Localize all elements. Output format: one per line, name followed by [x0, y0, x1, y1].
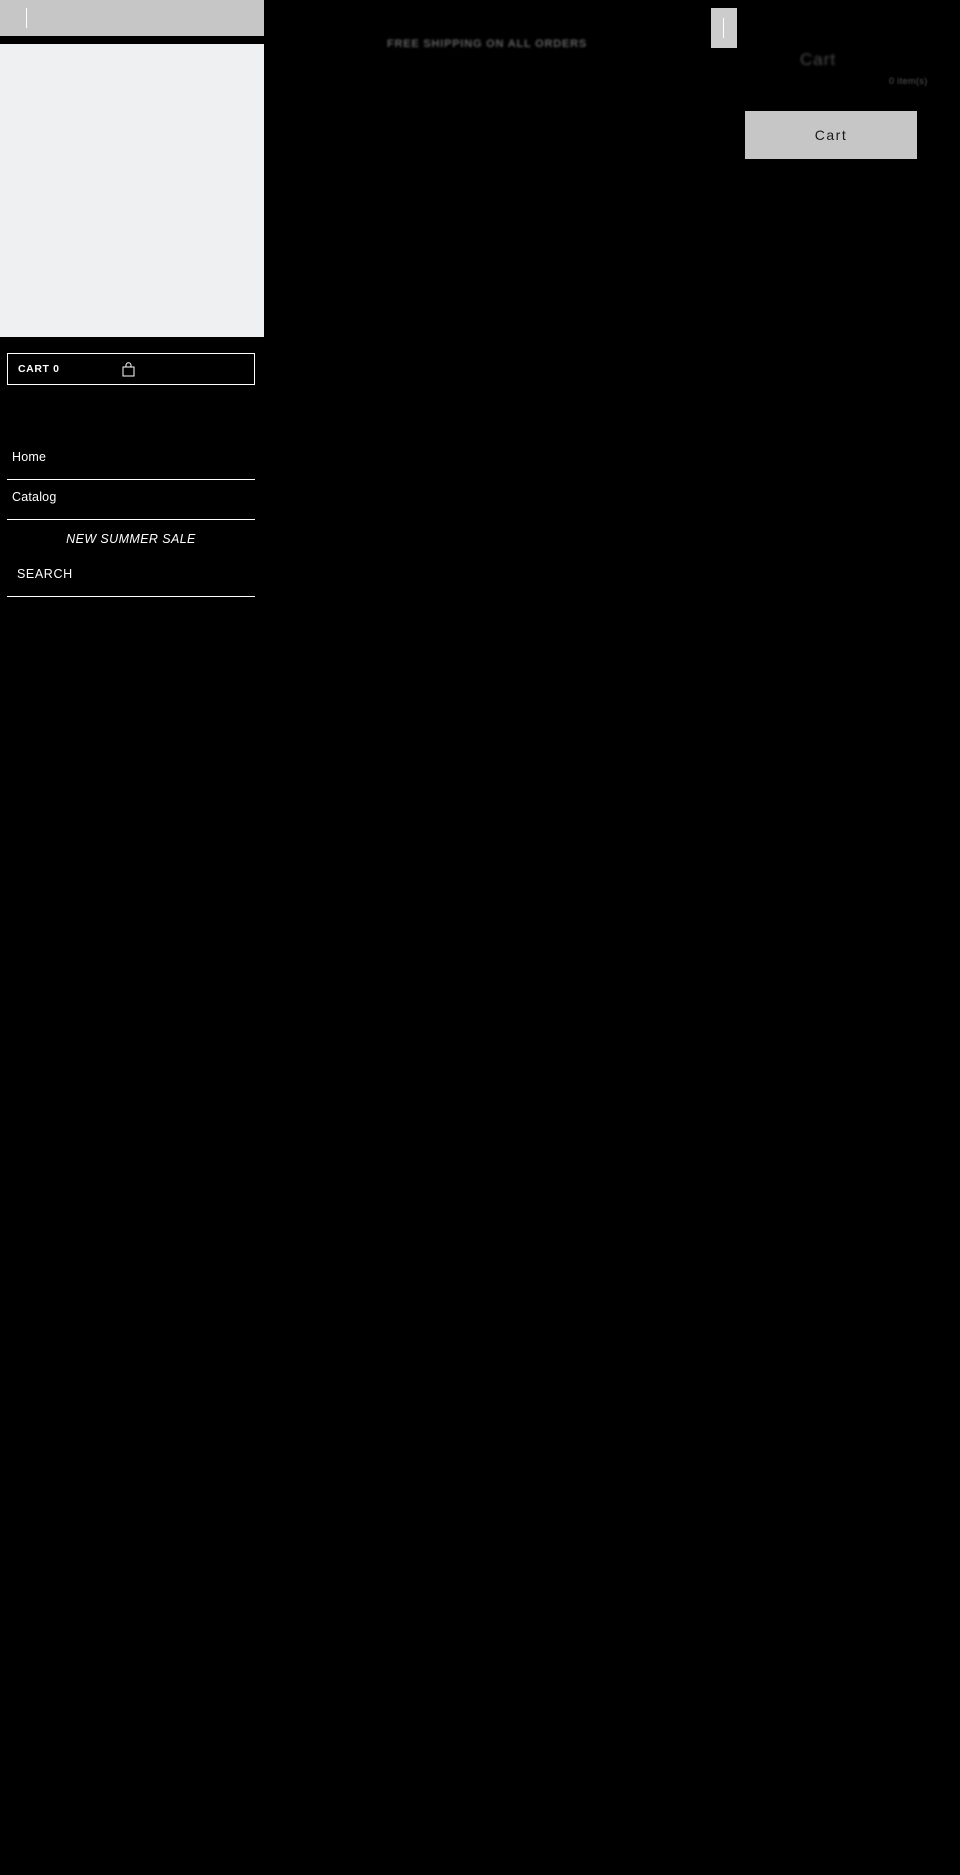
cart-item-count: 0 item(s) [889, 76, 928, 86]
announcement-bar-text: FREE SHIPPING ON ALL ORDERS [386, 38, 588, 50]
sidebar-item-label: Catalog [12, 490, 57, 504]
text-cursor-icon [26, 8, 27, 28]
search-input[interactable] [7, 560, 255, 597]
shopping-bag-icon [119, 360, 138, 379]
search-input-label: SEARCH [17, 567, 73, 581]
panel-content-placeholder [0, 44, 264, 337]
cart-heading: Cart [800, 50, 837, 69]
left-side-panel [0, 40, 264, 581]
cart-summary-label: CART 0 [18, 363, 60, 375]
left-panel-header-bar[interactable] [0, 0, 264, 36]
promo-banner-text: NEW SUMMER SALE [66, 532, 196, 546]
cart-summary-row[interactable] [7, 353, 255, 385]
sidebar-item-home[interactable] [7, 442, 255, 480]
cart-quantity-input-box[interactable] [711, 8, 737, 48]
text-cursor-icon [723, 18, 724, 38]
sidebar-item-label: Home [12, 450, 47, 464]
cart-button[interactable]: Cart [745, 111, 917, 159]
sidebar-item-catalog[interactable] [7, 482, 255, 520]
